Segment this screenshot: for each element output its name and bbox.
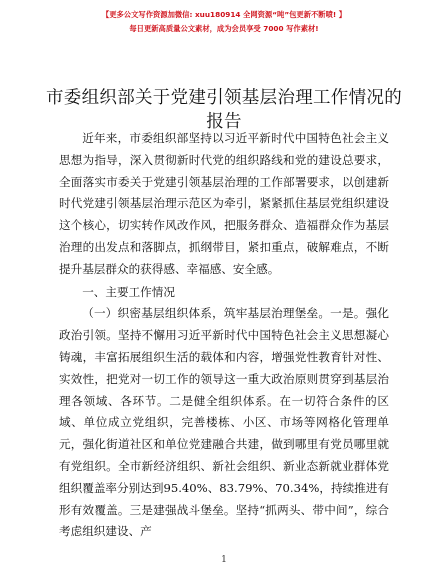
document-title-line-1: 市委组织部关于党建引领基层治理工作情况的 [46, 88, 402, 108]
section-paragraph: （一）织密基层组织体系，筑牢基层治理堡垒。一是。强化政治引领。坚持不懈用习近平新时代中国特色社会主义思想凝心铸魂，丰富拓展组织生活的载体和内容，增强党性教育针对性、实效性，把党对一切工作的领导这一重大政治原则贯穿到基层治理各领域、各环节。二是健全组织体系。在一切符合条件的区域、单位成立党组织，完善楼栋、小区、市场等网格化管理单元，强化街道社区和单位党建融合共建，做到哪里有党员哪里就有党组织。全市新经济组织、新社会组织、新业态新就业群体党组织覆盖率分别达到95.40%、83.79%、70.34%，持续推进有形有效覆盖。三是建强战斗堡垒。坚持“抓两头、带中间”，综合考虑组织建设、产 [59, 306, 389, 539]
promo-banner-line-1: 【更多公文写作资源加微信: xuu180914 全网资源“吨”包更新不断喷! 】 [101, 10, 347, 19]
intro-paragraph: 近年来，市委组织部坚持以习近平新时代中国特色社会主义思想为指导，深入贯彻新时代党的组织路线和党的建设总要求，全面落实市委关于党建引领基层治理的工作部署要求，以创建新时代党建引领基层治理示范区为牵引，紧紧抓住基层党组织建设这个核心，切实转作风改作风，把服务群众、造福群众作为基层治理的出发点和落脚点，抓纲带目，紧扣重点，破解难点，不断提升基层群众的获得感、幸福感、安全感。 [59, 131, 389, 276]
document-body [59, 128, 389, 543]
section-heading: 一、主要工作情况 [82, 284, 175, 299]
promo-banner-line-2: 每日更新高质量公文素材，成为会员享受 7000 写作素材! [129, 24, 319, 33]
page-number: 1 [221, 555, 227, 565]
document-title [40, 86, 408, 134]
promo-banner [0, 8, 448, 36]
document-title-line-2: 报告 [206, 112, 242, 132]
